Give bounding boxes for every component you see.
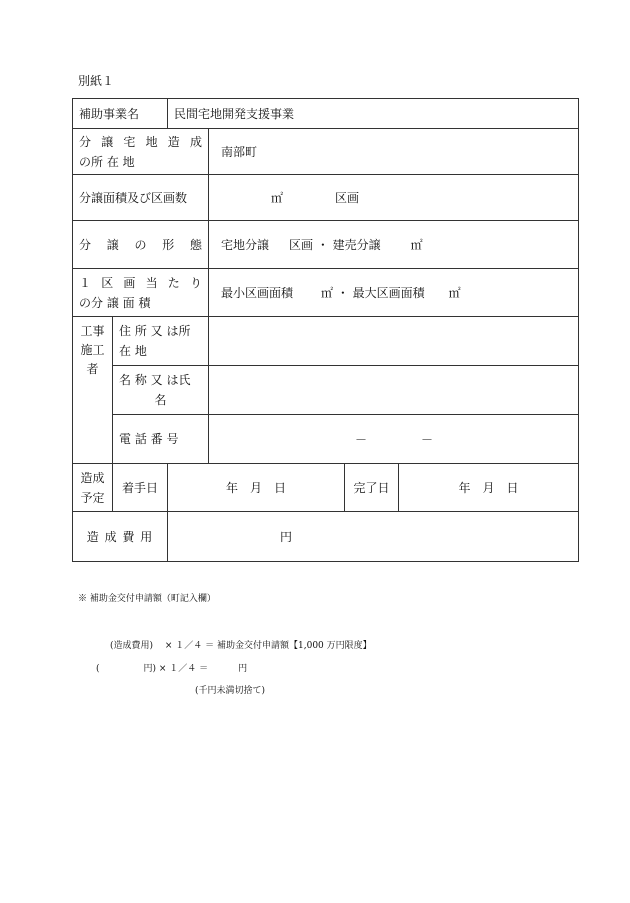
location-label bbox=[73, 129, 209, 175]
contractor-phone-value[interactable] bbox=[209, 415, 579, 464]
start-date-value[interactable]: 年 月 日 bbox=[168, 464, 345, 512]
cost-unit: 円 bbox=[280, 530, 293, 544]
contractor-label-line-2: 施工 bbox=[80, 343, 105, 357]
subsidy-application-form bbox=[72, 98, 579, 562]
contractor-name-label-line-2: 名 bbox=[154, 393, 167, 407]
end-date-label: 完了日 bbox=[345, 464, 399, 512]
subsidy-formula-line-3: (千円未満切捨て) bbox=[195, 686, 266, 696]
contractor-label bbox=[73, 317, 113, 464]
cost-value[interactable] bbox=[168, 512, 579, 562]
contractor-address-label bbox=[113, 317, 209, 366]
area-per-lot-value[interactable] bbox=[209, 269, 579, 317]
contractor-address-label-line-1: 住 所 又 は所 bbox=[119, 324, 191, 338]
area-per-lot-label bbox=[73, 269, 209, 317]
row-area bbox=[73, 175, 579, 221]
contractor-address-value[interactable] bbox=[209, 317, 579, 366]
area-sqm-unit: ㎡ bbox=[271, 191, 284, 205]
phone-separator-2: － bbox=[421, 432, 434, 447]
sale-form-sqm-unit: ㎡ bbox=[410, 238, 423, 252]
min-lot-area-label: 最小区画面積 bbox=[221, 286, 294, 300]
row-contractor-name bbox=[73, 366, 579, 415]
sale-form-text-1: 宅地分譲 bbox=[221, 238, 270, 252]
end-date-value[interactable]: 年 月 日 bbox=[399, 464, 579, 512]
contractor-name-value[interactable] bbox=[209, 366, 579, 415]
location-label-line-1: 分 譲 宅 地 造 成 bbox=[79, 134, 203, 149]
area-per-lot-label-line-2: の分 譲 面 積 bbox=[79, 295, 151, 310]
formula-result-unit: 円 bbox=[238, 664, 248, 674]
subsidy-formula-line-2 bbox=[96, 661, 247, 674]
contractor-label-line-1: 工事 bbox=[80, 324, 105, 338]
project-name-value: 民間宅地開発支援事業 bbox=[168, 99, 579, 129]
contractor-label-line-3: 者 bbox=[86, 362, 99, 376]
location-value[interactable]: 南部町 bbox=[209, 129, 579, 175]
area-value[interactable] bbox=[209, 175, 579, 221]
sale-form-label: 分 譲 の 形 態 bbox=[73, 221, 209, 269]
attachment-label: 別紙１ bbox=[78, 74, 115, 88]
max-lot-sqm-unit: ㎡ bbox=[448, 286, 461, 300]
area-label: 分譲面積及び区画数 bbox=[73, 175, 209, 221]
row-location bbox=[73, 129, 579, 175]
project-name-label: 補助事業名 bbox=[73, 99, 168, 129]
area-per-lot-label-line-1: １ 区 画 当 た り bbox=[79, 275, 203, 290]
row-sale-form bbox=[73, 221, 579, 269]
schedule-label-line-1: 造成 bbox=[80, 470, 105, 485]
contractor-name-label-line-1: 名 称 又 は氏 bbox=[119, 373, 191, 387]
phone-separator-1: － bbox=[355, 432, 368, 447]
formula-multiply: 円) × １／４ ＝ bbox=[143, 664, 209, 674]
contractor-phone-label: 電 話 番 号 bbox=[113, 415, 209, 464]
subsidy-note-title: ※ 補助金交付申請額（町記入欄） bbox=[78, 594, 216, 604]
subsidy-formula-line-1: (造成費用) × １／４ ＝ 補助金交付申請額【1,000 万円限度】 bbox=[110, 641, 372, 651]
row-area-per-lot bbox=[73, 269, 579, 317]
cost-label: 造 成 費 用 bbox=[73, 512, 168, 562]
area-lots-unit: 区画 bbox=[335, 191, 360, 205]
schedule-label bbox=[73, 464, 113, 512]
row-schedule bbox=[73, 464, 579, 512]
start-date-label: 着手日 bbox=[113, 464, 168, 512]
contractor-address-label-line-2: 在 地 bbox=[119, 344, 147, 358]
row-project-name bbox=[73, 99, 579, 129]
contractor-name-label bbox=[113, 366, 209, 415]
row-cost bbox=[73, 512, 579, 562]
formula-open-paren: ( bbox=[96, 664, 100, 674]
row-contractor-address bbox=[73, 317, 579, 366]
sale-form-text-2: 区画 ・ 建売分譲 bbox=[289, 238, 381, 252]
sale-form-value[interactable] bbox=[209, 221, 579, 269]
location-label-line-2: の所 在 地 bbox=[79, 154, 135, 169]
row-contractor-phone bbox=[73, 415, 579, 464]
schedule-label-line-2: 予定 bbox=[80, 490, 105, 505]
max-lot-area-label: ㎡ ・ 最大区画面積 bbox=[321, 286, 425, 300]
